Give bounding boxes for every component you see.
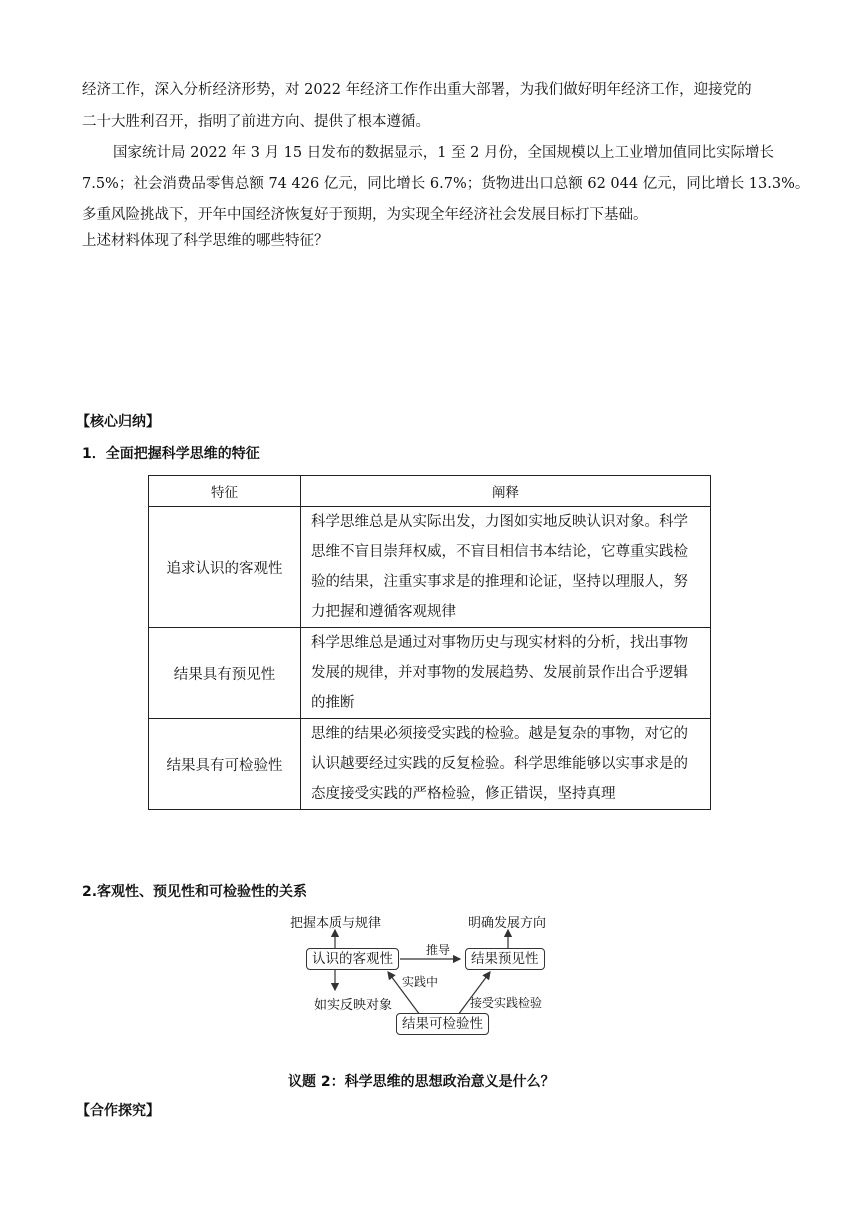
explanation-cell bbox=[301, 719, 711, 810]
explanation-line: 认识越要经过实践的反复检验。科学思维能够以实事求是的 bbox=[311, 756, 688, 772]
explanation-line: 思维不盲目崇拜权威，不盲目相信书本结论，它尊重实践检 bbox=[311, 544, 688, 560]
table-header-row bbox=[149, 476, 711, 507]
box-objectivity: 认识的客观性 bbox=[306, 948, 399, 970]
explanation-line: 态度接受实践的严格检验，修正错误，坚持真理 bbox=[311, 786, 616, 802]
table-row bbox=[149, 507, 711, 628]
explanation-line: 验的结果，注重实事求是的推理和论证，坚持以理服人，努 bbox=[311, 574, 688, 590]
explanation-line: 力把握和遵循客观规律 bbox=[311, 604, 456, 620]
header-explanation: 阐释 bbox=[301, 476, 711, 507]
explanation-line: 科学思维总是从实际出发，力图如实地反映认识对象。科学 bbox=[311, 514, 688, 530]
label-accept-verify: 接受实践检验 bbox=[470, 996, 543, 1010]
feature-cell: 追求认识的客观性 bbox=[149, 507, 301, 628]
box-verifiability: 结果可检验性 bbox=[396, 1013, 489, 1035]
relationship-diagram bbox=[290, 910, 570, 1040]
label-clarify-direction: 明确发展方向 bbox=[468, 916, 547, 931]
cooperative-inquiry-heading: 【合作探究】 bbox=[76, 1103, 160, 1119]
feature-cell: 结果具有可检验性 bbox=[149, 719, 301, 810]
table-row bbox=[149, 628, 711, 719]
explanation-line: 的推断 bbox=[311, 695, 355, 711]
label-in-practice: 实践中 bbox=[402, 975, 439, 989]
intro-line-4: 7.5%；社会消费品零售总额 74 426 亿元，同比增长 6.7%；货物进出口总额 62 044 亿元，同比增长 13.3%。 bbox=[82, 176, 810, 192]
explanation-line: 科学思维总是通过对事物历史与现实材料的分析，找出事物 bbox=[311, 635, 688, 651]
features-table bbox=[148, 475, 711, 810]
intro-line-2: 二十大胜利召开，指明了前进方向、提供了根本遵循。 bbox=[82, 114, 430, 130]
table-row bbox=[149, 719, 711, 810]
intro-line-1: 经济工作，深入分析经济形势，对 2022 年经济工作作出重大部署，为我们做好明年经济工作，迎接党的 bbox=[82, 82, 752, 98]
core-summary-heading: 【核心归纳】 bbox=[76, 414, 160, 430]
header-feature: 特征 bbox=[149, 476, 301, 507]
label-derive: 推导 bbox=[426, 943, 451, 957]
label-reflect-object: 如实反映对象 bbox=[314, 998, 393, 1013]
feature-cell: 结果具有预见性 bbox=[149, 628, 301, 719]
summary-item-2: 2.客观性、预见性和可检验性的关系 bbox=[82, 884, 308, 900]
topic-2-heading: 议题 2：科学思维的思想政治意义是什么？ bbox=[288, 1074, 555, 1090]
explanation-line: 发展的规律，并对事物的发展趋势、发展前景作出合乎逻辑 bbox=[311, 665, 688, 681]
explanation-line: 思维的结果必须接受实践的检验。越是复杂的事物，对它的 bbox=[311, 726, 688, 742]
box-foresight: 结果预见性 bbox=[465, 948, 545, 970]
explanation-cell bbox=[301, 507, 711, 628]
intro-line-5: 多重风险挑战下，开年中国经济恢复好于预期，为实现全年经济社会发展目标打下基础。 bbox=[82, 207, 648, 223]
label-grasp-essence: 把握本质与规律 bbox=[290, 916, 382, 931]
summary-item-1: 1．全面把握科学思维的特征 bbox=[82, 446, 260, 462]
explanation-cell bbox=[301, 628, 711, 719]
question: 上述材料体现了科学思维的哪些特征？ bbox=[82, 233, 329, 249]
intro-line-3: 国家统计局 2022 年 3 月 15 日发布的数据显示，1 至 2 月份，全国规模以上工业增加值同比实际增长 bbox=[113, 145, 775, 161]
